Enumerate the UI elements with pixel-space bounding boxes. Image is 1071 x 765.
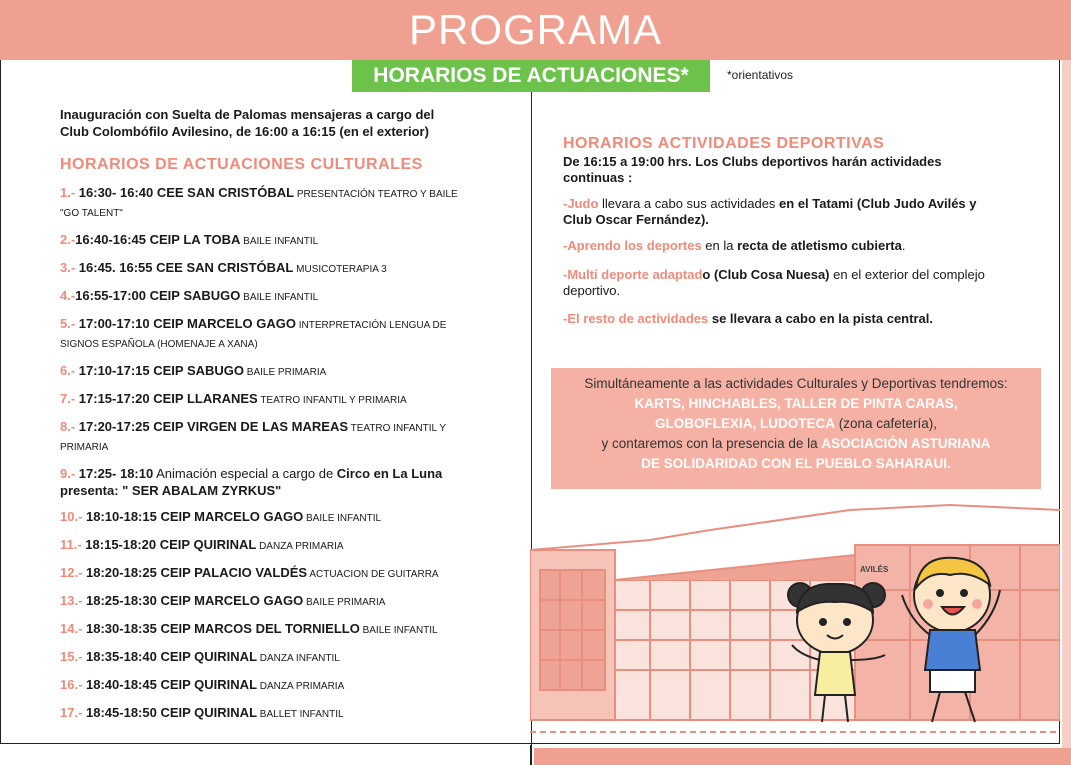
- header-bar: [0, 0, 1071, 60]
- sports-intro: [563, 154, 1003, 186]
- inauguration-line-1: Inauguración con Suelta de Palomas mensajeras a cargo del: [60, 107, 435, 122]
- list-item: 4.-16:55-17:00 CEIP SABUGO BAILE INFANTIL: [60, 288, 319, 303]
- list-item: 13.- 18:25-18:30 CEIP MARCELO GAGO BAILE PRIMARIA: [60, 593, 386, 608]
- sports-multi-paragraph: -Multi deporte adaptado (Club Cosa Nuesa) en el exterior del complejo deportivo.: [563, 267, 985, 298]
- page-title: PROGRAMA: [408, 6, 663, 53]
- cultural-schedule-list: [60, 184, 480, 732]
- list-item: 12.- 18:20-18:25 CEIP PALACIO VALDÉS ACTUACION DE GUITARRA: [60, 565, 439, 580]
- list-item: 17.- 18:45-18:50 CEIP QUIRINAL BALLET INFANTIL: [60, 705, 344, 720]
- list-item: 8.- 17:20-17:25 CEIP VIRGEN DE LAS MAREAS TEATRO INFANTIL Y PRIMARIA: [60, 419, 446, 453]
- box-line-2: KARTS, HINCHABLES, TALLER DE PINTA CARAS,: [634, 396, 958, 411]
- box-line-4: y contaremos con la presencia de la ASOCIACIÓN ASTURIANA: [601, 436, 991, 451]
- list-item: 3.- 16:45. 16:55 CEE SAN CRISTÓBAL MUSICOTERAPIA 3: [60, 260, 387, 275]
- simultaneous-activities-box: [551, 368, 1041, 489]
- list-item: 11.- 18:15-18:20 CEIP QUIRINAL DANZA PRIMARIA: [60, 537, 344, 552]
- list-item: 10.- 18:10-18:15 CEIP MARCELO GAGO BAILE INFANTIL: [60, 509, 382, 524]
- list-item: 15.- 18:35-18:40 CEIP QUIRINAL DANZA INFANTIL: [60, 649, 340, 664]
- sports-intro-line-2: continuas :: [563, 170, 633, 185]
- sports-rest-paragraph: -El resto de actividades se llevara a cabo en la pista central.: [563, 311, 933, 326]
- list-item: 16.- 18:40-18:45 CEIP QUIRINAL DANZA PRIMARIA: [60, 677, 345, 692]
- list-item: 2.-16:40-16:45 CEIP LA TOBA BAILE INFANTIL: [60, 232, 319, 247]
- list-item: 1.- 16:30- 16:40 CEE SAN CRISTÓBAL PRESENTACIÓN TEATRO Y BAILE "GO TALENT": [60, 185, 458, 219]
- list-item: 14.- 18:30-18:35 CEIP MARCOS DEL TORNIELLO BAILE INFANTIL: [60, 621, 438, 636]
- box-line-1: Simultáneamente a las actividades Culturales y Deportivas tendremos:: [584, 376, 1008, 391]
- sports-judo-paragraph: -Judo llevara a cabo sus actividades en el Tatami (Club Judo Avilés y Club Oscar Fernández).: [563, 196, 977, 227]
- list-item: 7.- 17:15-17:20 CEIP LLARANES TEATRO INFANTIL Y PRIMARIA: [60, 391, 407, 406]
- box-line-5: DE SOLIDARIDAD CON EL PUEBLO SAHARAUI.: [641, 456, 951, 471]
- bottom-left-frame: [0, 745, 531, 765]
- list-item: 6.- 17:10-17:15 CEIP SABUGO BAILE PRIMARIA: [60, 363, 327, 378]
- sports-learn-paragraph: -Aprendo los deportes en la recta de atletismo cubierta.: [563, 238, 906, 253]
- list-item: 5.- 17:00-17:10 CEIP MARCELO GAGO INTERPRETACIÓN LENGUA DE SIGNOS ESPAÑOLA (HOMENAJE A XANA): [60, 316, 447, 350]
- sports-section-title: HORARIOS ACTIVIDADES DEPORTIVAS: [563, 135, 885, 152]
- schedule-badge: HORARIOS DE ACTUACIONES*: [352, 60, 710, 92]
- sports-intro-line-1: De 16:15 a 19:00 hrs. Los Clubs deportivos harán actividades: [563, 154, 942, 169]
- box-line-3: GLOBOFLEXIA, LUDOTECA (zona cafetería),: [654, 416, 938, 431]
- right-decor-strip: [1062, 60, 1071, 765]
- building-sign: AVILÉS: [860, 565, 889, 574]
- inauguration-text: [60, 106, 480, 140]
- bottom-decor-strip: [534, 748, 1071, 765]
- orientative-note: *orientativos: [727, 68, 794, 82]
- list-item: 9.- 17:25- 18:10 Animación especial a cargo de Circo en La Luna presenta: " SER ABALAM ZYRKUS": [60, 466, 443, 498]
- sports-center-kids-illustration: [530, 500, 1060, 745]
- cultural-section-title: HORARIOS DE ACTUACIONES CULTURALES: [60, 156, 423, 173]
- inauguration-line-2: Club Colombófilo Avilesino, de 16:00 a 16:15 (en el exterior): [60, 124, 429, 139]
